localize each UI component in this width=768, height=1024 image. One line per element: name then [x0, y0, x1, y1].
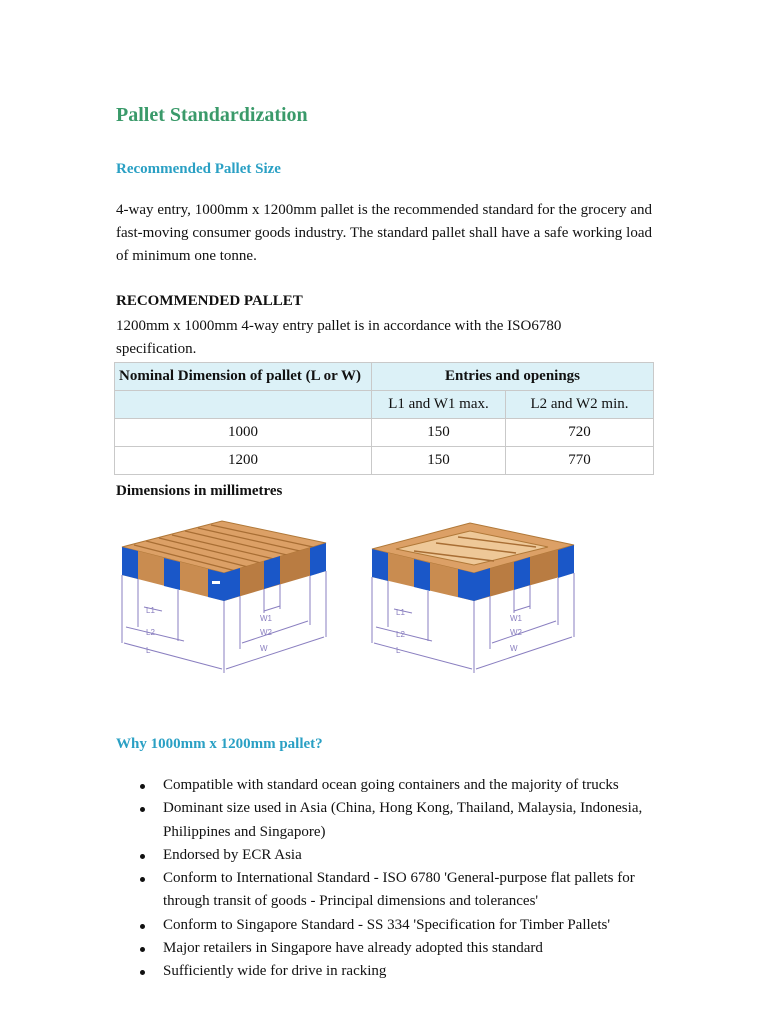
list-item: Conform to International Standard - ISO 6780 'General-purpose flat pallets for through transit of goods - Principal dimensions and tolerances'	[116, 867, 656, 914]
label-l1: L1	[146, 606, 155, 615]
table-subheader-l2w2: L2 and W2 min.	[506, 391, 654, 419]
page-title: Pallet Standardization	[116, 104, 308, 126]
table-row	[115, 419, 654, 447]
label-w: W	[510, 644, 518, 653]
label-l1: L1	[396, 608, 405, 617]
intro-paragraph: 4-way entry, 1000mm x 1200mm pallet is the recommended standard for the grocery and fast-moving consumer goods industry. The standard pallet shall have a safe working load of minimum one tonne.	[116, 202, 652, 264]
list-item: Dominant size used in Asia (China, Hong Kong, Thailand, Malaysia, Indonesia, Philippines and Singapore)	[116, 797, 656, 844]
label-w2: W2	[510, 628, 522, 637]
table-cell-l1w1: 150	[372, 447, 506, 475]
label-l: L	[146, 646, 151, 655]
table-header-entries-openings: Entries and openings	[372, 363, 654, 391]
label-w1: W1	[510, 614, 522, 623]
table-subheader-row	[115, 391, 654, 419]
table-row	[115, 447, 654, 475]
table-subheader-l1w1: L1 and W1 max.	[372, 391, 506, 419]
list-item: Compatible with standard ocean going containers and the majority of trucks	[116, 774, 656, 797]
section-heading-recommended-size: Recommended Pallet Size	[116, 161, 281, 177]
table-subheader-empty	[115, 391, 372, 419]
table-cell-l2w2: 770	[506, 447, 654, 475]
table-note: Dimensions in millimetres	[116, 483, 283, 499]
list-item: Major retailers in Singapore have already adopted this standard	[116, 937, 656, 960]
table-header-nominal-dimension: Nominal Dimension of pallet (L or W)	[115, 363, 372, 391]
label-l2: L2	[396, 630, 405, 639]
table-cell-dimension: 1000	[115, 419, 372, 447]
section-heading-why: Why 1000mm x 1200mm pallet?	[116, 736, 323, 752]
table-cell-dimension: 1200	[115, 447, 372, 475]
label-w1: W1	[260, 614, 272, 623]
table-cell-l2w2: 720	[506, 419, 654, 447]
reasons-list	[116, 774, 656, 984]
table-cell-l1w1: 150	[372, 419, 506, 447]
label-w2: W2	[260, 628, 272, 637]
pallet-diagram-slatted	[114, 515, 334, 683]
list-item: Endorsed by ECR Asia	[116, 844, 656, 867]
label-l2: L2	[146, 628, 155, 637]
label-l: L	[396, 646, 401, 655]
table-header-row	[115, 363, 654, 391]
pallet-dimension-table	[114, 362, 654, 475]
recommended-pallet-text: 1200mm x 1000mm 4-way entry pallet is in accordance with the ISO6780 specification.	[116, 318, 562, 357]
pallet-diagram-framed	[366, 515, 580, 683]
recommended-pallet-heading: RECOMMENDED PALLET	[116, 293, 303, 309]
list-item: Conform to Singapore Standard - SS 334 'Specification for Timber Pallets'	[116, 914, 656, 937]
label-w: W	[260, 644, 268, 653]
list-item: Sufficiently wide for drive in racking	[116, 960, 656, 983]
